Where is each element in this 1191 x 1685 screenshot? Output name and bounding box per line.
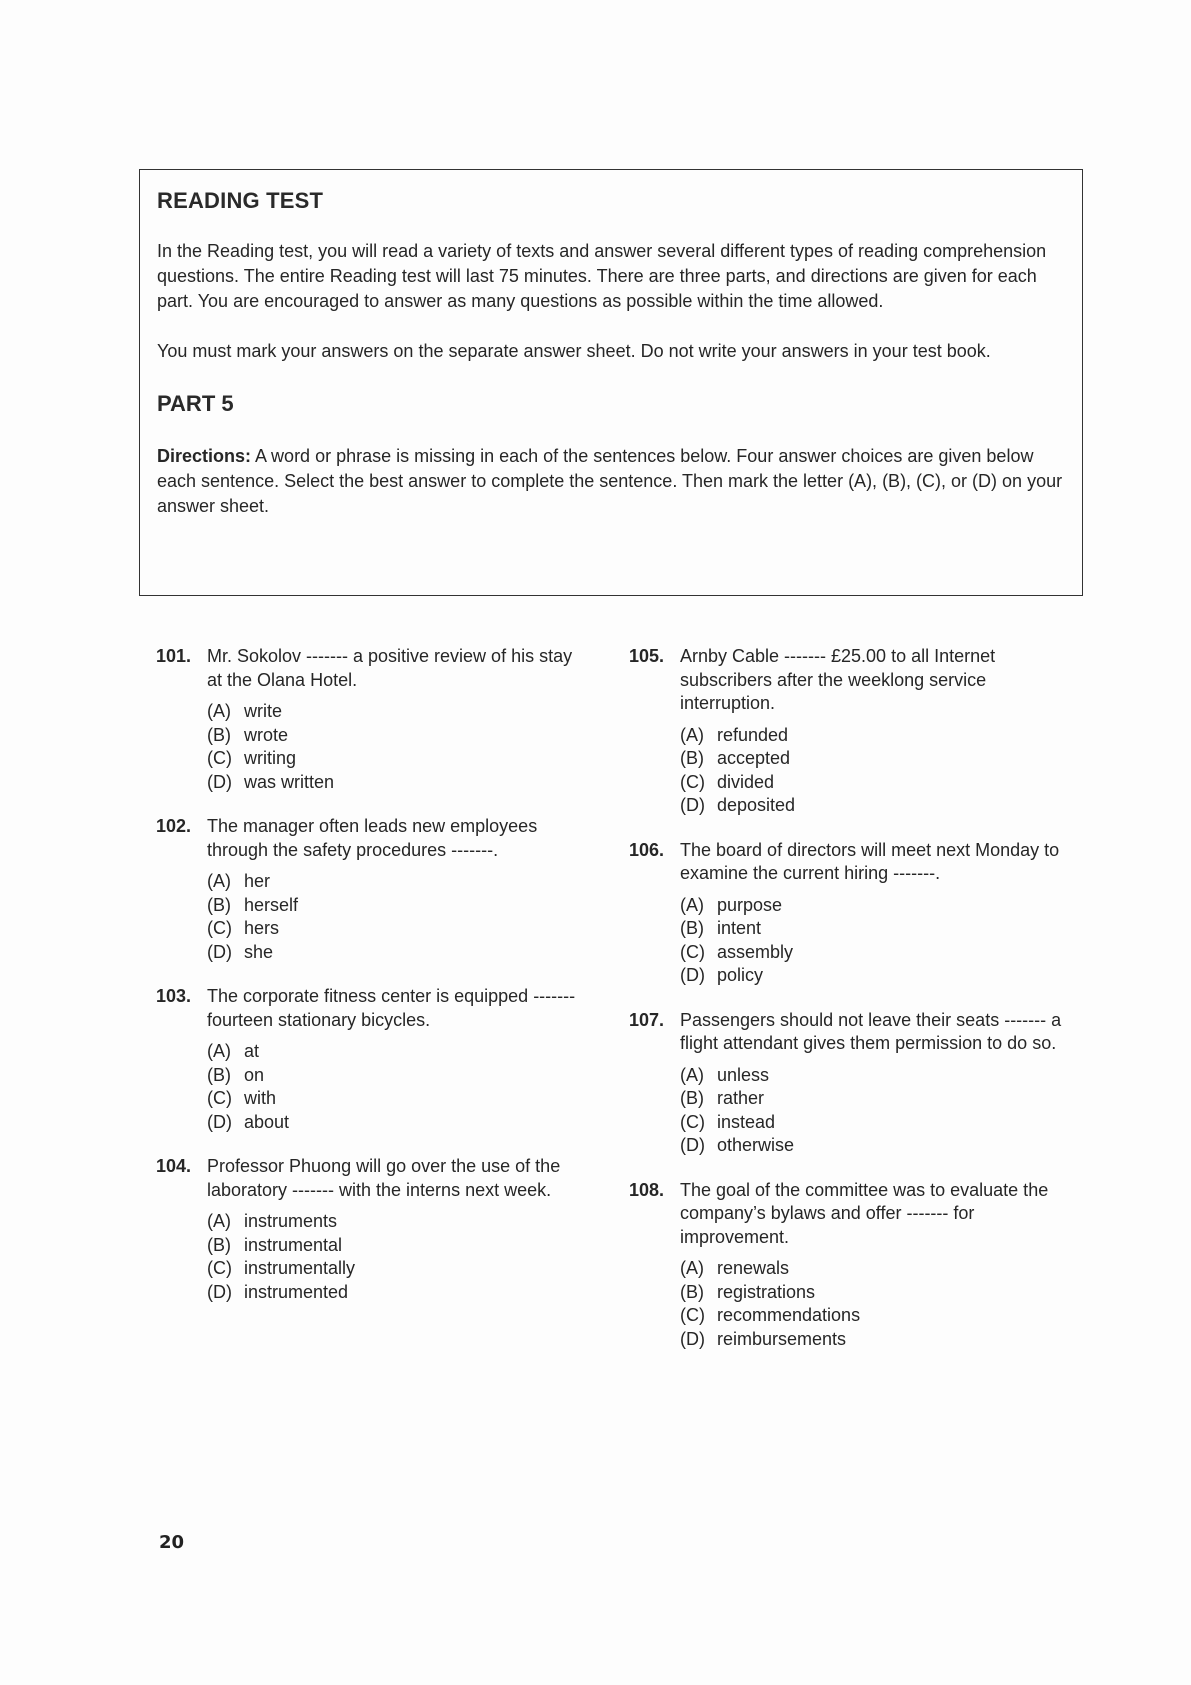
question-101 [156, 645, 576, 794]
option-d: (D) she [207, 941, 274, 962]
part-title: PART 5 [157, 391, 234, 416]
option-b: (B) instrumental [207, 1234, 343, 1255]
question-stem: The board of directors will meet next Monday to examine the current hiring -------. [680, 839, 1060, 883]
option-c: (C) instead [680, 1111, 776, 1132]
answer-options [680, 724, 1079, 818]
option-d: (D) deposited [680, 795, 796, 815]
option-c: (C) instrumentally [207, 1258, 356, 1278]
question-103 [156, 985, 576, 1134]
option-d: (D) was written [207, 771, 335, 792]
option-b: (B) on [207, 1064, 265, 1085]
option-a: (A) write [207, 701, 283, 721]
question-stem: Passengers should not leave their seats ------- a flight attendant gives them permission to do so. [680, 1009, 1062, 1053]
questions-left-column [156, 645, 576, 1325]
option-d: (D) policy [680, 965, 764, 985]
option-b: (B) intent [680, 918, 762, 938]
question-number: 105. [629, 646, 665, 666]
option-a: (A) at [207, 1041, 260, 1061]
question-stem: The corporate fitness center is equipped ------- fourteen stationary bicycles. [207, 986, 576, 1030]
question-104 [156, 1155, 576, 1304]
option-c: (C) with [207, 1088, 277, 1108]
question-stem: The goal of the committee was to evaluate the company’s bylaws and offer ------- for improvement. [680, 1179, 1049, 1247]
option-a: (A) refunded [680, 724, 789, 745]
question-number: 104. [156, 1156, 192, 1176]
question-107 [629, 1009, 1079, 1158]
question-102 [156, 815, 576, 964]
question-number: 103. [156, 986, 192, 1006]
section-title: READING TEST [157, 188, 324, 213]
option-a: (A) her [207, 871, 271, 891]
option-d: (D) reimbursements [680, 1328, 847, 1349]
question-number: 102. [156, 816, 192, 836]
question-number: 107. [629, 1009, 665, 1030]
answer-options [680, 894, 1079, 988]
answer-options [207, 700, 576, 794]
question-number: 108. [629, 1179, 665, 1200]
option-b: (B) accepted [680, 748, 791, 768]
question-stem: Professor Phuong will go over the use of the laboratory ------- with the interns next week. [207, 1156, 561, 1200]
answer-options [207, 1210, 576, 1304]
option-c: (C) writing [207, 748, 297, 768]
option-d: (D) otherwise [680, 1135, 795, 1155]
option-b: (B) rather [680, 1088, 765, 1108]
option-a: (A) renewals [680, 1258, 790, 1278]
question-stem: Mr. Sokolov ------- a positive review of his stay at the Olana Hotel. [207, 646, 573, 690]
option-b: (B) herself [207, 894, 299, 915]
option-d: (D) instrumented [207, 1281, 349, 1302]
directions-text: A word or phrase is missing in each of the sentences below. Four answer choices are given below each sentence. Select the best answer to complete the sentence. Then mark the letter (A), (B), (C), or (D) on your answer sheet. [157, 446, 1063, 516]
questions-right-column [629, 645, 1079, 1372]
answer-options [207, 1040, 576, 1134]
intro-paragraph: In the Reading test, you will read a variety of texts and answer several different types of reading comprehension questions. The entire Reading test will last 75 minutes. There are three parts, and directions are given for each part. You are encouraged to answer as many questions as possible within the time allowed. [157, 241, 1047, 311]
answer-options [207, 870, 576, 964]
option-d: (D) about [207, 1111, 290, 1132]
question-105 [629, 645, 1079, 818]
option-b: (B) wrote [207, 724, 289, 745]
question-number: 106. [629, 839, 665, 860]
question-108 [629, 1179, 1079, 1352]
page-number: 20 [159, 1532, 185, 1553]
option-a: (A) unless [680, 1064, 770, 1085]
directions-label: Directions: [157, 446, 252, 466]
question-stem: The manager often leads new employees through the safety procedures -------. [207, 816, 538, 860]
option-a: (A) instruments [207, 1211, 338, 1231]
answer-options [680, 1064, 1079, 1158]
option-c: (C) recommendations [680, 1305, 861, 1325]
question-106 [629, 839, 1079, 988]
instructions-box [139, 169, 1083, 596]
option-c: (C) assembly [680, 941, 794, 962]
option-a: (A) purpose [680, 894, 783, 915]
answer-sheet-note: You must mark your answers on the separate answer sheet. Do not write your answers in your test book. [157, 341, 991, 361]
answer-options [680, 1257, 1079, 1351]
question-number: 101. [156, 646, 192, 666]
question-stem: Arnby Cable ------- £25.00 to all Internet subscribers after the weeklong service interruption. [680, 646, 996, 713]
directions-paragraph [157, 444, 1066, 519]
option-b: (B) registrations [680, 1281, 816, 1302]
option-c: (C) hers [207, 918, 280, 938]
option-c: (C) divided [680, 771, 775, 792]
